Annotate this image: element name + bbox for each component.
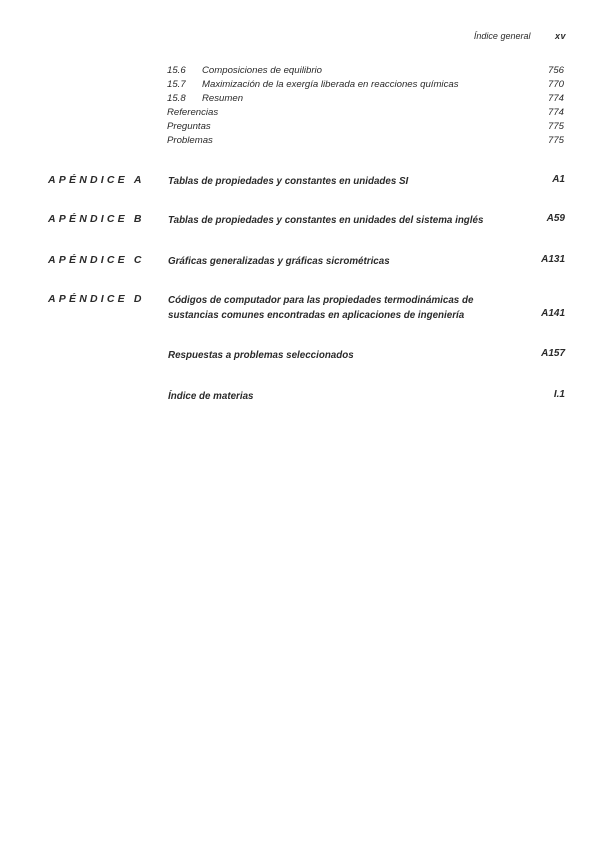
appendix-title: Tablas de propiedades y constantes en unidades del sistema inglés bbox=[168, 215, 484, 226]
toc-entry-page: 775 bbox=[547, 121, 564, 132]
page-number: xv bbox=[554, 31, 566, 41]
toc-entry-title: Referencias bbox=[167, 107, 219, 118]
toc-entry-number: 15.8 bbox=[167, 93, 186, 104]
toc-entry-15-6[interactable] bbox=[167, 64, 564, 77]
appendix-page: A131 bbox=[541, 254, 565, 265]
toc-entry-page: 774 bbox=[547, 107, 564, 118]
toc-entry-title: Preguntas bbox=[167, 121, 211, 132]
appendix-label: APÉNDICE C bbox=[48, 254, 145, 266]
appendix-label: APÉNDICE A bbox=[48, 174, 145, 186]
back-matter-page: I.1 bbox=[553, 389, 565, 400]
appendix-title bbox=[168, 293, 488, 323]
back-matter-title: Índice de materias bbox=[168, 391, 254, 402]
appendix-label: APÉNDICE B bbox=[48, 213, 145, 225]
back-matter-page: A157 bbox=[541, 348, 565, 359]
toc-entry-title: Problemas bbox=[167, 135, 213, 146]
appendix-title: Tablas de propiedades y constantes en unidades SI bbox=[168, 176, 409, 187]
appendix-title: Gráficas generalizadas y gráficas sicrométricas bbox=[168, 256, 390, 267]
toc-entry-15-8[interactable] bbox=[167, 92, 564, 105]
appendix-page: A141 bbox=[541, 308, 565, 319]
toc-entry-page: 775 bbox=[547, 135, 564, 146]
toc-entry-referencias[interactable] bbox=[167, 106, 564, 119]
toc-entry-title: Resumen bbox=[202, 93, 244, 104]
running-header-title: Índice general bbox=[473, 31, 531, 41]
appendix-page: A59 bbox=[546, 213, 565, 224]
toc-entry-number: 15.7 bbox=[167, 79, 186, 90]
toc-entry-number: 15.6 bbox=[167, 65, 186, 76]
toc-entry-15-7[interactable] bbox=[167, 78, 564, 91]
toc-entry-title: Maximización de la exergía liberada en reacciones químicas bbox=[202, 79, 459, 90]
toc-entry-page: 770 bbox=[547, 79, 564, 90]
appendix-label: APÉNDICE D bbox=[48, 293, 145, 305]
toc-entry-preguntas[interactable] bbox=[167, 120, 564, 133]
appendix-title-line-1: Códigos de computador para las propiedades termodinámicas de bbox=[168, 295, 474, 306]
toc-entry-title: Composiciones de equilibrio bbox=[202, 65, 322, 76]
toc-entry-page: 756 bbox=[547, 65, 564, 76]
toc-entry-page: 774 bbox=[547, 93, 564, 104]
toc-entry-problemas[interactable] bbox=[167, 134, 564, 147]
appendix-page: A1 bbox=[552, 174, 565, 185]
back-matter-title: Respuestas a problemas seleccionados bbox=[168, 350, 354, 361]
appendix-title-line-2: sustancias comunes encontradas en aplicaciones de ingeniería bbox=[168, 310, 465, 321]
